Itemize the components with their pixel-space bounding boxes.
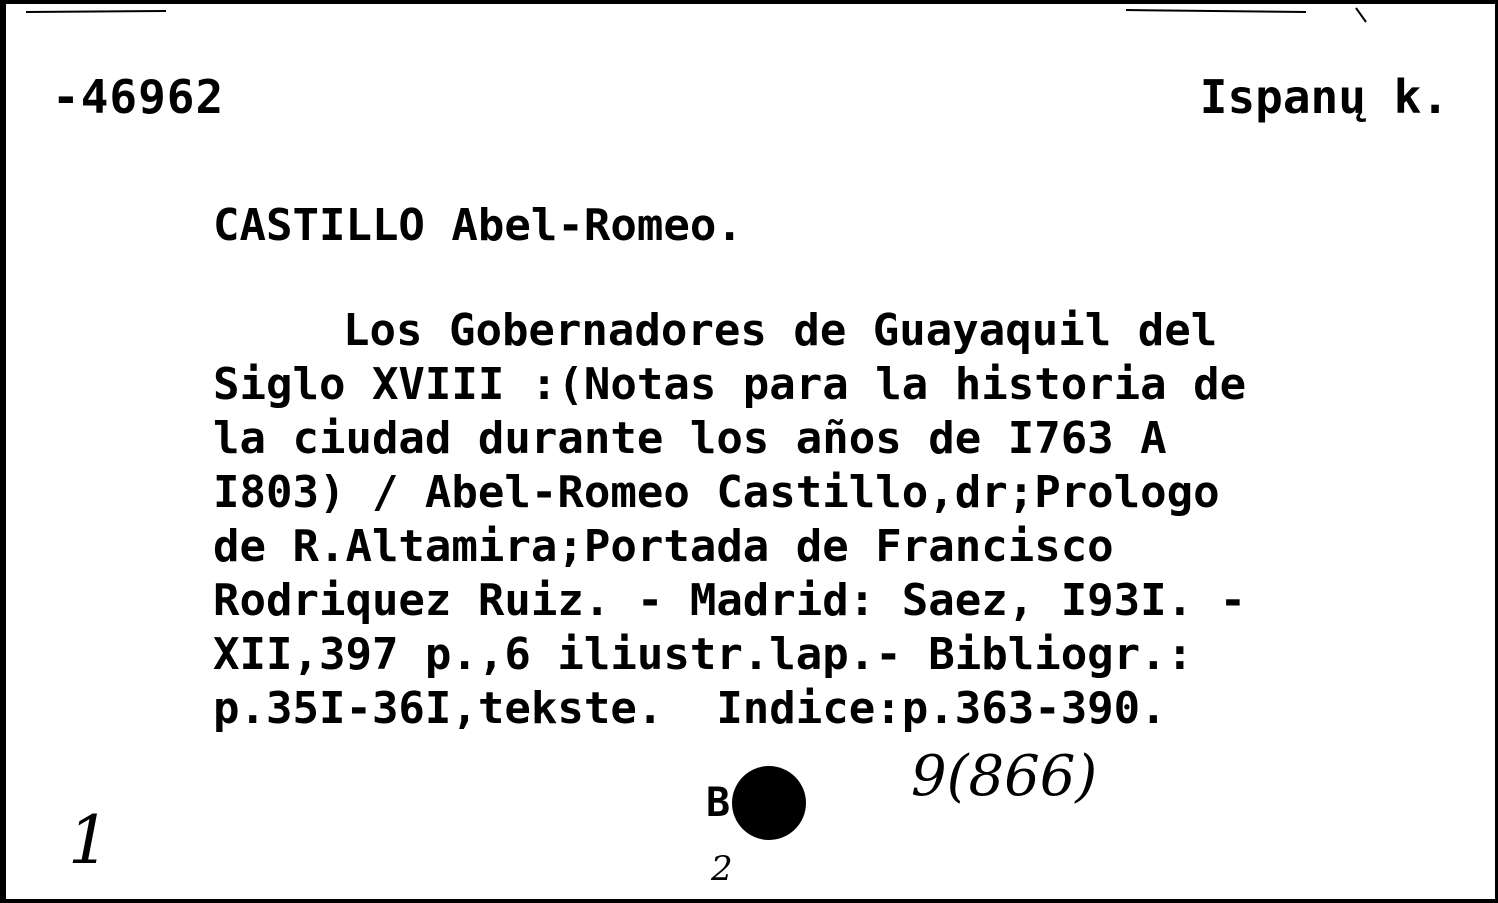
description-line: la ciudad durante los años de I763 A: [213, 413, 1167, 464]
handwritten-mark: 2: [711, 849, 733, 889]
description-line: p.35I-36I,tekste. Indice:p.363-390.: [213, 683, 1167, 734]
location-letter: B: [706, 780, 731, 826]
description-line: Siglo XVIII :(Notas para la historia de: [213, 359, 1247, 410]
language-note: Ispanų k.: [1199, 70, 1449, 124]
bibliographic-description: [213, 304, 1246, 736]
description-line: I803) / Abel-Romeo Castillo,dr;Prologo: [213, 467, 1220, 518]
description-line: XII,397 p.,6 iliustr.lap.- Bibliogr.:: [213, 629, 1194, 680]
location-marker: [706, 766, 806, 840]
author-heading: CASTILLO Abel-Romeo.: [213, 200, 743, 251]
filled-dot-icon: [732, 766, 806, 840]
copy-number: 1: [68, 802, 110, 879]
shelf-mark: 9(866): [911, 744, 1098, 809]
description-line: de R.Altamira;Portada de Francisco: [213, 521, 1114, 572]
scan-edge-marks: [6, 4, 1498, 24]
accession-number: -46962: [52, 70, 225, 124]
description-line: Rodriquez Ruiz. - Madrid: Saez, I93I. -: [213, 575, 1247, 626]
description-line: Los Gobernadores de Guayaquil del: [343, 305, 1218, 356]
